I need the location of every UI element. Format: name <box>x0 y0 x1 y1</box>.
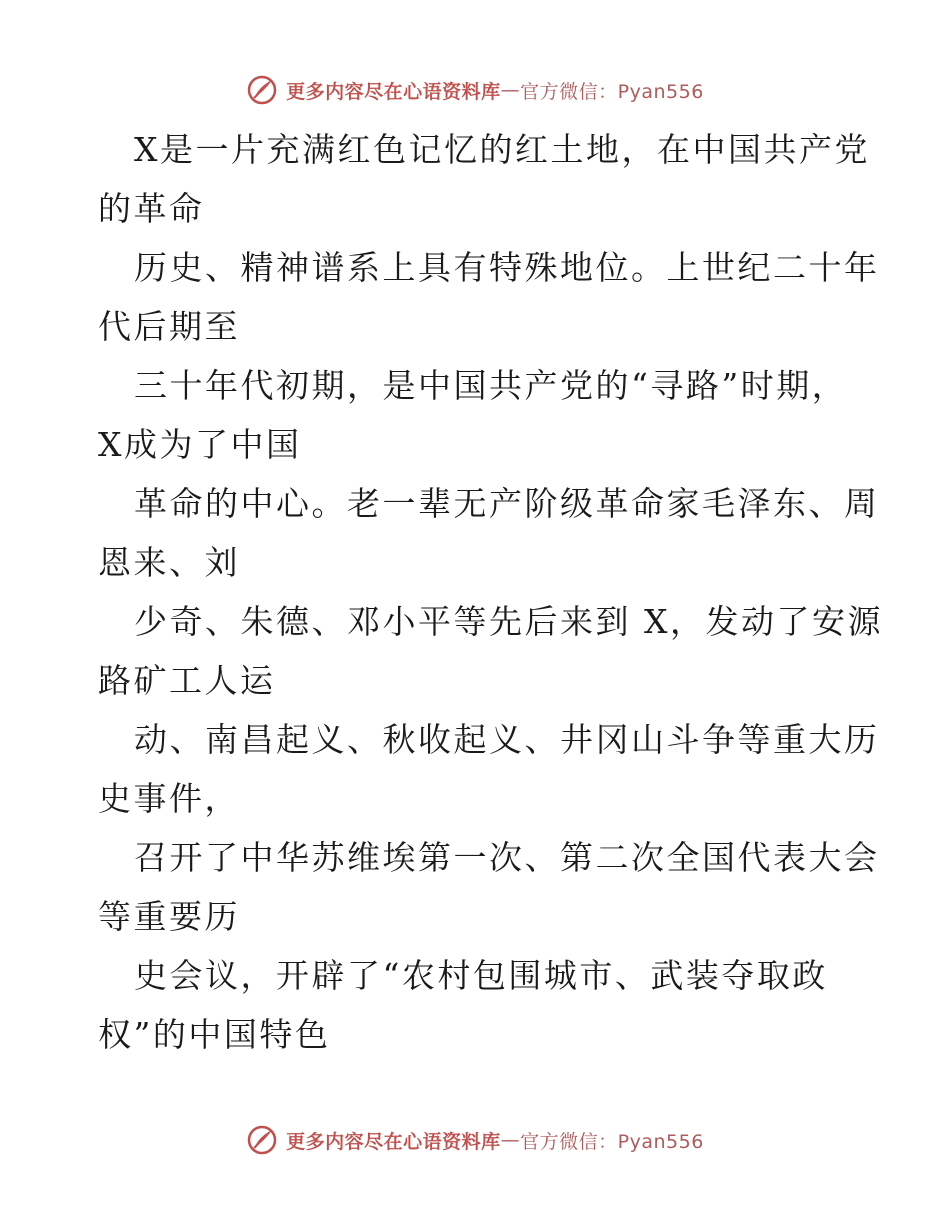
text-line: X是一片充满红色记忆的红土地，在中国共产党 <box>134 130 870 169</box>
quill-pen-logo-icon <box>246 1124 278 1156</box>
quill-pen-logo-icon <box>246 74 278 106</box>
text-line: 路矿工人运 <box>98 661 276 700</box>
header-banner-separator: — <box>500 79 521 101</box>
text-line: 动、南昌起义、秋收起义、井冈山斗争等重大历 <box>134 720 880 759</box>
text-line: 革命的中心。老一辈无产阶级革命家毛泽东、周 <box>134 484 880 523</box>
text-line: 的革命 <box>98 189 205 228</box>
footer-banner-separator: — <box>500 1129 521 1151</box>
text-line: 史事件， <box>98 779 240 818</box>
text-line: 权”的中国特色 <box>98 1015 331 1054</box>
header-banner-main-text: 更多内容尽在心语资料库 <box>286 80 501 103</box>
text-line: 历史、精神谱系上具有特殊地位。上世纪二十年 <box>134 248 880 287</box>
footer-banner-main-text: 更多内容尽在心语资料库 <box>286 1130 501 1153</box>
text-line: X成为了中国 <box>98 425 302 464</box>
header-watermark-banner <box>0 70 950 110</box>
document-body <box>98 120 883 1064</box>
footer-banner-contact-text: 官方微信：Pyan556 <box>520 1130 704 1153</box>
text-line: 等重要历 <box>98 897 240 936</box>
text-line: 恩来、刘 <box>98 543 240 582</box>
text-line: 少奇、朱德、邓小平等先后来到 X，发动了安源 <box>134 602 883 641</box>
text-line: 三十年代初期，是中国共产党的“寻路”时期， <box>134 366 848 405</box>
footer-watermark-banner <box>0 1120 950 1160</box>
text-line: 史会议，开辟了“农村包围城市、武装夺取政 <box>134 956 828 995</box>
header-banner-contact-text: 官方微信：Pyan556 <box>520 80 704 103</box>
text-line: 代后期至 <box>98 307 240 346</box>
text-line: 召开了中华苏维埃第一次、第二次全国代表大会 <box>134 838 880 877</box>
